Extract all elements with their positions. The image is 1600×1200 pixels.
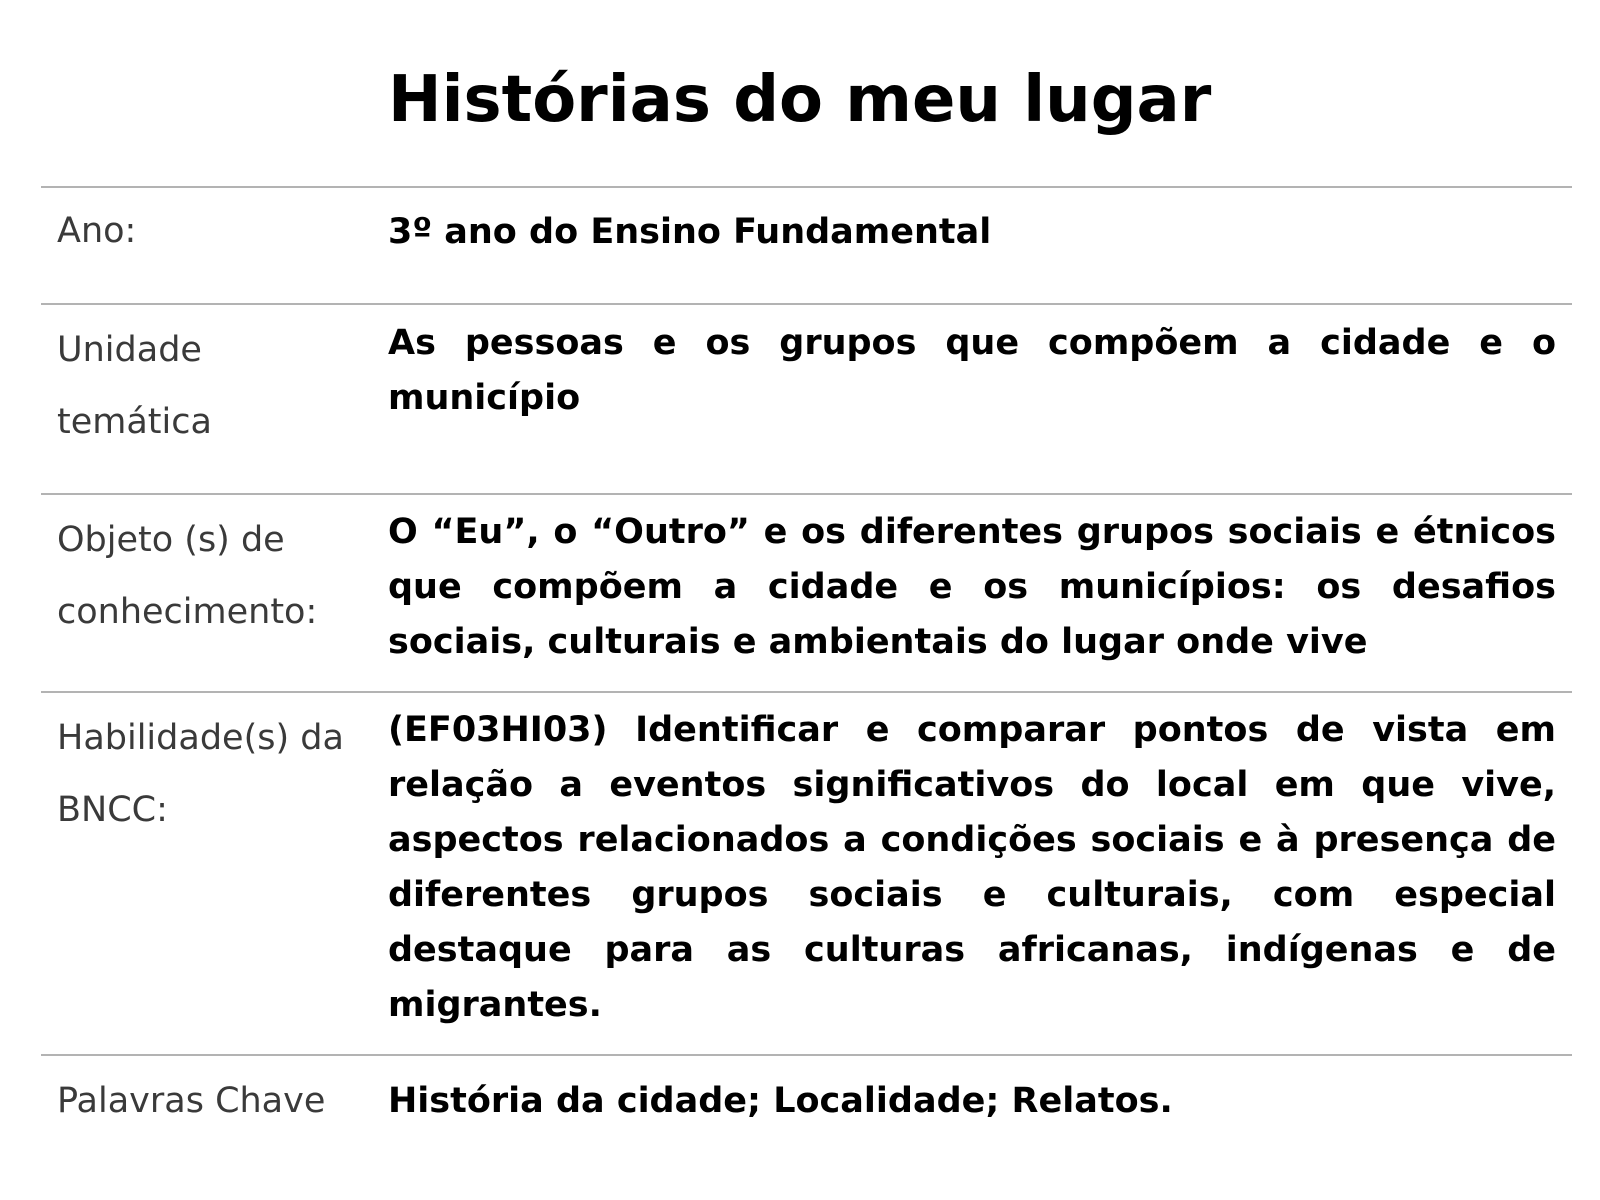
row-label-unidade-tematica: Unidade temática	[57, 330, 212, 442]
row-value-unidade-tematica: As pessoas e os grupos que compõem a cidade e o município	[388, 323, 1556, 418]
divider	[41, 1054, 1572, 1056]
row-label-ano: Ano:	[57, 211, 137, 251]
row-label-palavras-chave: Palavras Chave	[57, 1081, 326, 1121]
row-value-ano: 3º ano do Ensino Fundamental	[388, 212, 992, 252]
row-value-habilidades-bncc: (EF03HI03) Identificar e comparar pontos de vista em relação a eventos significativos do local em que vive, aspectos relacionados a condições sociais e à presença de diferentes grupos sociais e culturais, com especial destaque para as culturas africanas, indígenas e de migrantes.	[388, 710, 1556, 1025]
divider	[41, 493, 1572, 495]
page-title: Histórias do meu lugar	[388, 63, 1212, 137]
row-value-palavras-chave: História da cidade; Localidade; Relatos.	[388, 1081, 1173, 1121]
divider	[41, 303, 1572, 305]
row-value-objeto-conhecimento: O “Eu”, o “Outro” e os diferentes grupos sociais e étnicos que compõem a cidade e os municípios: os desafios sociais, culturais e ambientais do lugar onde vive	[388, 512, 1556, 662]
divider	[41, 186, 1572, 188]
divider	[41, 691, 1572, 693]
row-label-habilidades-bncc: Habilidade(s) da BNCC:	[57, 718, 344, 830]
row-label-objeto-conhecimento: Objeto (s) de conhecimento:	[57, 520, 318, 632]
